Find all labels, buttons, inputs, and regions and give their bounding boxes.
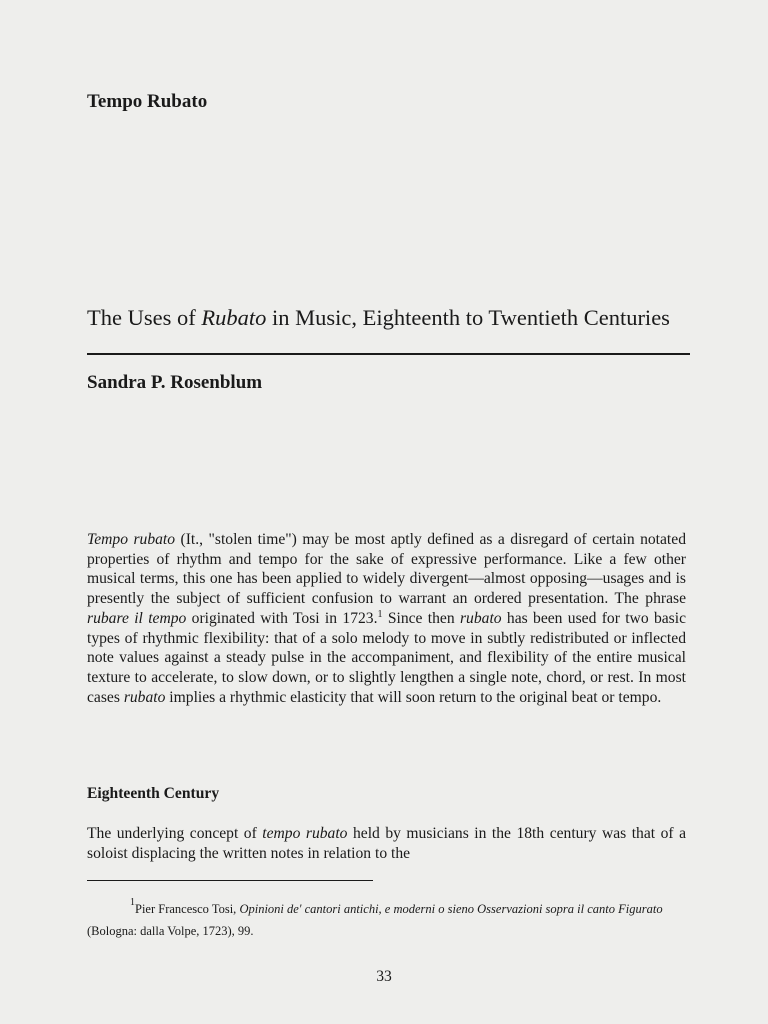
page-number: 33: [376, 968, 392, 985]
footnote-marker: 1: [130, 897, 135, 908]
article-title: [87, 306, 690, 330]
title-text-start: The Uses of: [87, 305, 202, 330]
paragraph-eighteenth-century: [87, 824, 686, 863]
italic-term: tempo rubato: [262, 825, 348, 842]
title-rule: [87, 353, 690, 355]
text-run: (It., "stolen time") may be most aptly defined as a disregard of certain notated properties of rhythm and tempo for the sake of expressive performance. Like a few other musical terms, this one has been applied to widely divergent—almost opposing—usages and is presently the subject of sufficient confusion to warrant an ordered presentation. The phrase: [87, 531, 686, 608]
text-run: held by musicians in the 18th century was that of a soloist displacing the written notes in relation to the: [87, 825, 686, 862]
text-run: has been used for two basic types of rhythmic flexibility: that of a solo melody to move in subtly redistributed or inflected note values against a steady pulse in the accompaniment, and flexibility of the entire musical texture to accelerate, to slow down, or to slightly lengthen a single note, chord, or rest. In most cases: [87, 609, 686, 706]
text-run: implies a rhythmic elasticity that will soon return to the original beat or tempo.: [165, 688, 662, 706]
section-heading: Eighteenth Century: [87, 785, 220, 802]
footnote-rule: [87, 880, 373, 881]
title-text-end: in Music, Eighteenth to Twentieth Centuries: [266, 305, 670, 330]
footnote-reference[interactable]: 1: [377, 608, 383, 620]
running-head: Tempo Rubato: [87, 91, 208, 112]
footnote-publication: (Bologna: dalla Volpe, 1723), 99.: [87, 924, 254, 938]
italic-term: rubare il tempo: [87, 609, 187, 627]
text-run: Since then: [382, 609, 460, 627]
italic-term: rubato: [459, 609, 502, 627]
footnote-title: Opinioni de' cantori antichi, e moderni o sieno Osservazioni sopra il canto Figurato: [239, 902, 663, 916]
footnote-author: Pier Francesco Tosi,: [135, 902, 240, 916]
italic-term: Tempo rubato: [87, 531, 176, 548]
title-italic-term: Rubato: [201, 305, 267, 330]
author-name: Sandra P. Rosenblum: [87, 372, 263, 393]
italic-term: rubato: [123, 688, 166, 706]
footnote: [87, 898, 686, 942]
text-run: originated with Tosi in 1723.: [186, 609, 378, 627]
paragraph-intro: [87, 530, 686, 707]
text-run: The underlying concept of: [87, 825, 263, 842]
